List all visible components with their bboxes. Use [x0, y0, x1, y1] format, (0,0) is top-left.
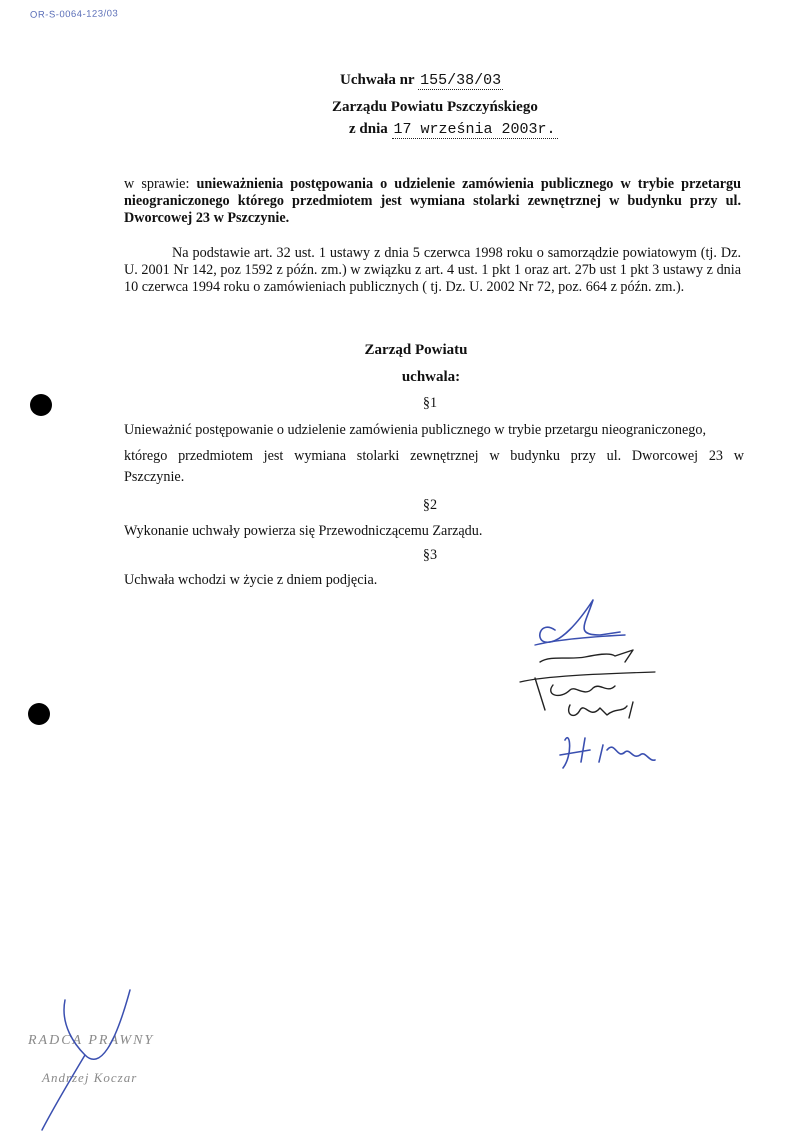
- stamp-title: RADCA PRAWNY: [28, 1033, 155, 1048]
- resolution-date: 17 września 2003r.: [393, 121, 556, 138]
- advisor-signature: [20, 985, 160, 1133]
- board-name: Zarządu Powiatu Pszczyńskiego: [332, 99, 538, 115]
- date-line: [349, 121, 558, 139]
- subject-prefix: w sprawie:: [124, 176, 190, 192]
- section-3-line-1: Uchwała wchodzi w życie z dniem podjęcia.: [124, 572, 378, 588]
- resolves-heading: uchwala:: [401, 369, 461, 385]
- resolution-number: 155/38/03: [420, 72, 502, 89]
- date-prefix: z dnia: [349, 121, 388, 137]
- legal-basis-paragraph: Na podstawie art. 32 ust. 1 ustawy z dnia 5 czerwca 1998 roku o samorządzie powiatowym (tj. Dz. U. 2001 Nr 142, poz 1592 z późn. zm.) w związku z art. 4 ust. 1 pkt 1 oraz art. 27b ust 1 pkt 3 ustawy z dnia 10 czerwca 1994 roku o zamówieniach publicznych ( tj. Dz. U. 2002 Nr 72, poz. 664 z późn. zm.).: [124, 245, 741, 295]
- subject-paragraph: [124, 176, 741, 227]
- subject-text: unieważnienia postępowania o udzielenie zamówienia publicznego w trybie przetargu nieograniczonego którego przedmiotem jest wymiana stolarki zewnętrznej w budynku przy ul. Dworcowej 23 w Pszczynie.: [124, 176, 741, 226]
- section-mark-2: §2: [422, 497, 438, 513]
- section-1-line-3: Pszczynie.: [124, 469, 185, 485]
- section-mark-3: §3: [422, 547, 438, 563]
- punch-hole-bottom: [28, 703, 50, 725]
- section-2-line-1: Wykonanie uchwały powierza się Przewodniczącemu Zarządu.: [124, 523, 483, 539]
- title-prefix: Uchwała nr: [340, 72, 415, 88]
- punch-hole-top: [30, 394, 52, 416]
- section-1-line-2: którego przedmiotem jest wymiana stolarki zewnętrznej w budynku przy ul. Dworcowej 23 w: [124, 448, 744, 464]
- section-mark-1: §1: [422, 395, 438, 411]
- reference-note: OR-S-0064-123/03: [29, 8, 119, 21]
- board-heading: Zarząd Powiatu: [364, 342, 468, 358]
- stamp-name: Andrzej Koczar: [42, 1070, 138, 1085]
- board-signatures: [515, 590, 675, 775]
- resolution-number-line: [340, 72, 503, 90]
- section-1-line-1: Unieważnić postępowanie o udzielenie zamówienia publicznego w trybie przetargu nieograniczonego,: [124, 422, 706, 438]
